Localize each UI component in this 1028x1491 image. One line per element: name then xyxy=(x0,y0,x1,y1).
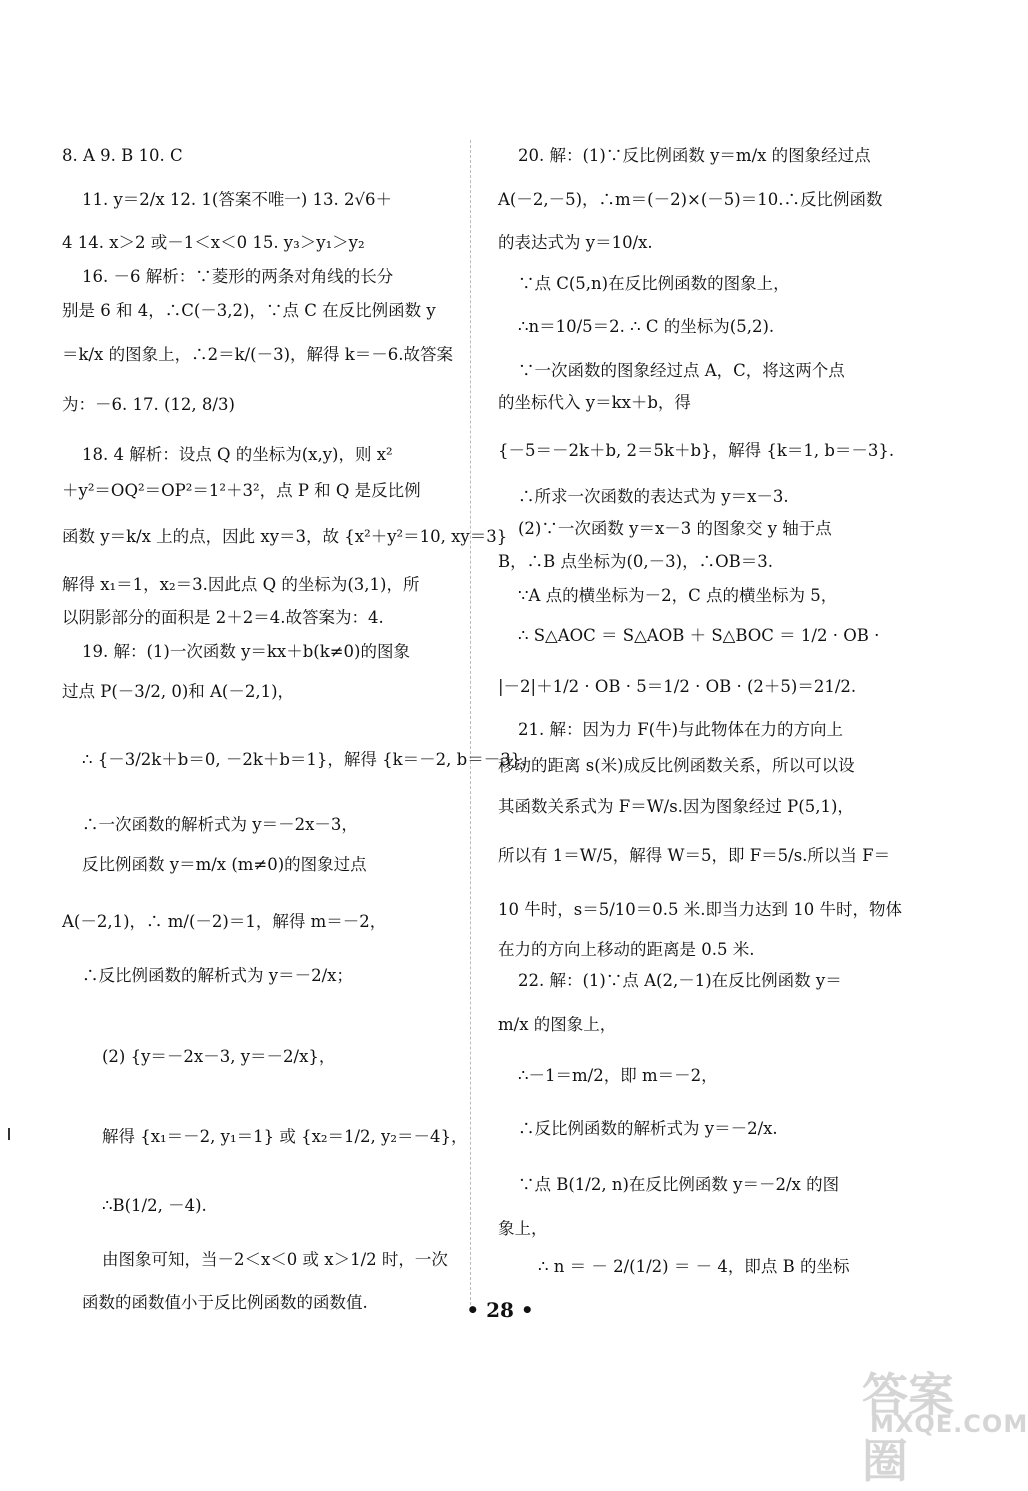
answer-line: 函数 y＝k/x 上的点，因此 xy＝3，故 {x²＋y²＝10, xy＝3} xyxy=(62,527,508,546)
column-divider xyxy=(470,140,471,1310)
answer-line: A(－2,－5)，∴m＝(－2)×(－5)＝10.∴反比例函数 xyxy=(498,190,883,209)
answer-line: (2)∵一次函数 y＝x－3 的图象交 y 轴于点 xyxy=(518,519,832,538)
answer-line: 由图象可知，当－2＜x＜0 或 x＞1/2 时，一次 xyxy=(102,1250,448,1269)
answer-line: 为：－6. 17. (12, 8/3) xyxy=(62,395,235,414)
watermark-text: 答案圈 xyxy=(862,1368,954,1488)
answer-line: ∴一次函数的解析式为 y＝－2x－3， xyxy=(82,815,358,834)
answer-line: 象上， xyxy=(498,1219,548,1238)
answer-line: 移动的距离 s(米)成反比例函数关系，所以可以设 xyxy=(498,756,855,775)
answer-line: 过点 P(－3/2, 0)和 A(－2,1)， xyxy=(62,682,295,701)
answer-line: ∴所求一次函数的表达式为 y＝x－3. xyxy=(518,487,789,506)
answer-line: ∴ {－3/2k＋b＝0, －2k＋b＝1}，解得 {k＝－2, b＝－3}， xyxy=(82,750,538,769)
answer-line: 别是 6 和 4，∴C(－3,2)，∵点 C 在反比例函数 y xyxy=(62,301,436,320)
answer-line: 函数的函数值小于反比例函数的函数值. xyxy=(82,1293,368,1312)
margin-mark xyxy=(8,1128,10,1140)
answer-line: 解得 {x₁＝－2, y₁＝1} 或 {x₂＝1/2, y₂＝－4}， xyxy=(102,1127,468,1146)
answer-line: 4 14. x＞2 或－1＜x＜0 15. y₃＞y₁＞y₂ xyxy=(62,233,365,252)
answer-line: 所以有 1＝W/5，解得 W＝5，即 F＝5/s.所以当 F＝ xyxy=(498,846,891,865)
answer-line: ＝k/x 的图象上，∴2＝k/(－3)，解得 k＝－6.故答案 xyxy=(62,345,454,364)
answer-line: ∵一次函数的图象经过点 A，C，将这两个点 xyxy=(518,361,845,380)
answer-line: |－2|＋1/2 · OB · 5＝1/2 · OB · (2＋5)＝21/2. xyxy=(498,677,857,696)
answer-line: ∴B(1/2, －4). xyxy=(102,1196,207,1215)
answer-line: (2) {y＝－2x－3, y＝－2/x}， xyxy=(102,1047,336,1066)
answer-line: ∵点 B(1/2, n)在反比例函数 y＝－2/x 的图 xyxy=(518,1175,840,1194)
answer-line: ∴反比例函数的解析式为 y＝－2/x. xyxy=(518,1119,778,1138)
answer-line: 在力的方向上移动的距离是 0.5 米. xyxy=(498,940,755,959)
page-number: • 28 • xyxy=(466,1298,534,1322)
answer-line: ＋y²＝OQ²＝OP²＝1²＋3²，点 P 和 Q 是反比例 xyxy=(62,481,421,500)
answer-line: 16. －6 解析：∵菱形的两条对角线的长分 xyxy=(82,267,394,286)
answer-line: 以阴影部分的面积是 2＋2＝4.故答案为：4. xyxy=(62,608,384,627)
answer-line: 20. 解：(1)∵反比例函数 y＝m/x 的图象经过点 xyxy=(518,146,871,165)
answer-line: ∵A 点的横坐标为－2，C 点的横坐标为 5， xyxy=(518,586,838,605)
answer-line: ∴ S△AOC ＝ S△AOB ＋ S△BOC ＝ 1/2 · OB · xyxy=(518,626,880,645)
answer-line: A(－2,1)，∴ m/(－2)＝1，解得 m＝－2， xyxy=(62,912,387,931)
answer-line: 10 牛时，s＝5/10＝0.5 米.即当力达到 10 牛时，物体 xyxy=(498,900,902,919)
answer-line: 的表达式为 y＝10/x. xyxy=(498,233,653,252)
answer-line: 11. y＝2/x 12. 1(答案不唯一) 13. 2√6＋ xyxy=(82,190,393,209)
answer-line: {－5＝－2k＋b, 2＝5k＋b}，解得 {k＝1, b＝－3}. xyxy=(498,441,895,460)
answer-line: 22. 解：(1)∵点 A(2,－1)在反比例函数 y＝ xyxy=(518,971,842,990)
answer-line: 18. 4 解析：设点 Q 的坐标为(x,y)，则 x² xyxy=(82,445,393,464)
answer-line: B，∴B 点坐标为(0,－3)，∴OB＝3. xyxy=(498,552,774,571)
answer-line: ∴反比例函数的解析式为 y＝－2/x； xyxy=(82,966,353,985)
answer-line: 反比例函数 y＝m/x (m≠0)的图象过点 xyxy=(82,855,367,874)
answer-line: 19. 解：(1)一次函数 y＝kx＋b(k≠0)的图象 xyxy=(82,642,410,661)
answer-line: 解得 x₁＝1，x₂＝3.因此点 Q 的坐标为(3,1)，所 xyxy=(62,575,420,594)
answer-line: 其函数关系式为 F＝W/s.因为图象经过 P(5,1)， xyxy=(498,797,854,816)
answer-line: 21. 解：因为力 F(牛)与此物体在力的方向上 xyxy=(518,720,844,739)
answer-line: 的坐标代入 y＝kx＋b，得 xyxy=(498,393,691,412)
answer-line: ∵点 C(5,n)在反比例函数的图象上， xyxy=(518,274,790,293)
watermark-logo xyxy=(856,1355,1028,1488)
answer-line: 8. A 9. B 10. C xyxy=(62,146,183,165)
answer-line: ∴－1＝m/2，即 m＝－2， xyxy=(518,1066,718,1085)
answer-line: ∴ n ＝ － 2/(1/2) ＝ － 4，即点 B 的坐标 xyxy=(538,1257,850,1276)
watermark-url: MXQE.COM xyxy=(870,1410,1028,1438)
answer-line: ∴n＝10/5＝2. ∴ C 的坐标为(5,2). xyxy=(518,317,775,336)
answer-line: m/x 的图象上， xyxy=(498,1015,617,1034)
